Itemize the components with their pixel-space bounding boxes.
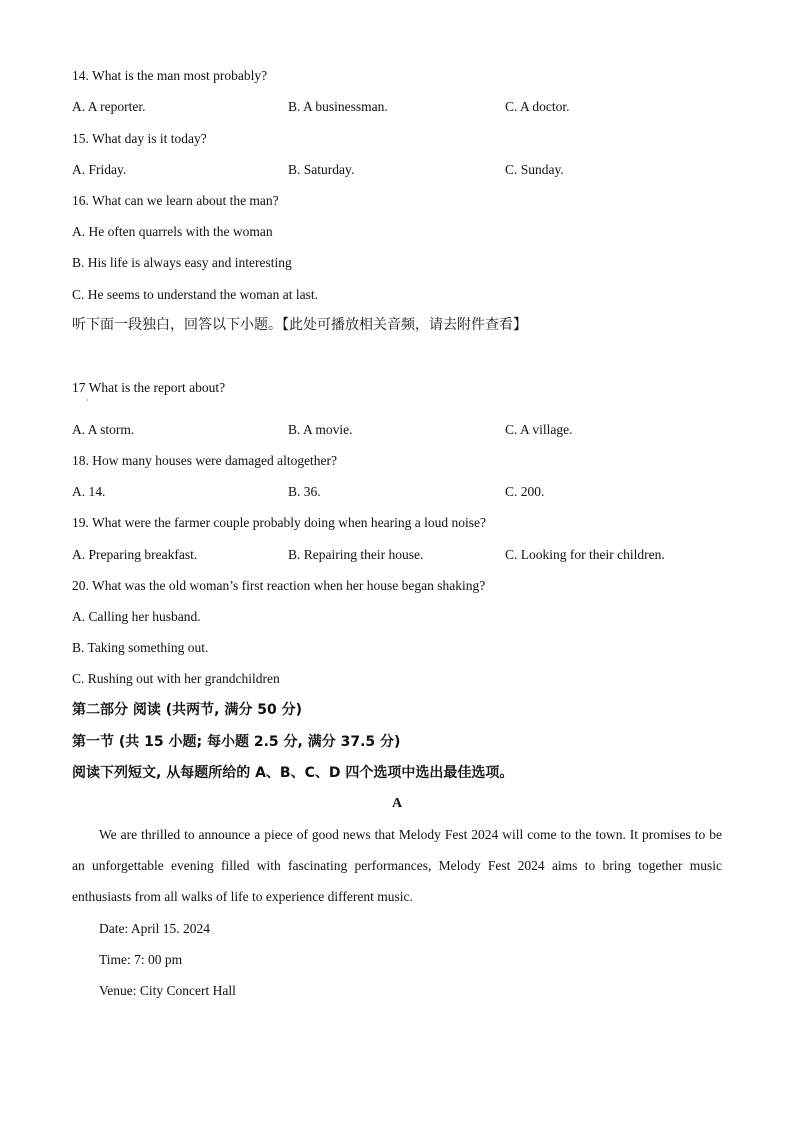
question-20-stem: 20. What was the old woman’s first reaction when her house began shaking? <box>72 578 486 593</box>
passage-label: A <box>391 796 403 811</box>
event-venue: Venue: City Concert Hall <box>99 983 236 998</box>
question-19-stem: 19. What were the farmer couple probably doing when hearing a loud noise? <box>72 515 486 530</box>
question-20-option-a: A. Calling her husband. <box>72 609 201 624</box>
question-16-option-c: C. He seems to understand the woman at last. <box>72 287 318 302</box>
question-15-option-c: C. Sunday. <box>505 162 564 177</box>
passage-paragraph: We are thrilled to announce a piece of good news that Melody Fest 2024 will come to the town. It promises to be an unforgettable evening filled with fascinating performances, Melody Fest 2024 aims to bring together music enthusiasts from all walks of life to experience different music. <box>72 827 722 904</box>
monologue-instruction: 听下面一段独白，回答以下小题。【此处可播放相关音频，请去附件查看】 <box>72 317 527 333</box>
reading-instruction: 阅读下列短文, 从每题所给的 A、B、C、D 四个选项中选出最佳选项。 <box>72 765 514 781</box>
question-18-stem: 18. How many houses were damaged altogether? <box>72 453 338 468</box>
question-19-option-c: C. Looking for their children. <box>505 547 665 562</box>
question-20-option-c: C. Rushing out with her grandchildren <box>72 671 280 686</box>
question-14-option-c: C. A doctor. <box>505 99 570 114</box>
question-18-option-a: A. 14. <box>72 484 106 499</box>
question-16-option-b: B. His life is always easy and interesting <box>72 255 292 270</box>
question-18-option-b: B. 36. <box>288 484 321 499</box>
question-17-option-c: C. A village. <box>505 422 573 437</box>
question-19-option-b: B. Repairing their house. <box>288 547 424 562</box>
question-17-stem: 17 What is the report about? <box>72 380 226 395</box>
question-14-option-a: A. A reporter. <box>72 99 146 114</box>
question-19-option-a: A. Preparing breakfast. <box>72 547 198 562</box>
question-16-stem: 16. What can we learn about the man? <box>72 193 279 208</box>
question-17-option-b: B. A movie. <box>288 422 353 437</box>
question-17-option-a: A. A storm. <box>72 422 135 437</box>
question-20-option-b: B. Taking something out. <box>72 640 209 655</box>
part-two-heading: 第二部分 阅读 (共两节, 满分 50 分) <box>72 702 302 718</box>
stray-dot: · <box>86 396 89 405</box>
section-one-heading: 第一节 (共 15 小题; 每小题 2.5 分, 满分 37.5 分) <box>72 734 401 750</box>
question-15-option-b: B. Saturday. <box>288 162 355 177</box>
question-14-option-b: B. A businessman. <box>288 99 388 114</box>
question-15-stem: 15. What day is it today? <box>72 131 207 146</box>
question-14-stem: 14. What is the man most probably? <box>72 68 268 83</box>
question-16-option-a: A. He often quarrels with the woman <box>72 224 273 239</box>
event-date: Date: April 15. 2024 <box>99 921 210 936</box>
question-15-option-a: A. Friday. <box>72 162 127 177</box>
event-time: Time: 7: 00 pm <box>99 952 183 967</box>
question-18-option-c: C. 200. <box>505 484 545 499</box>
